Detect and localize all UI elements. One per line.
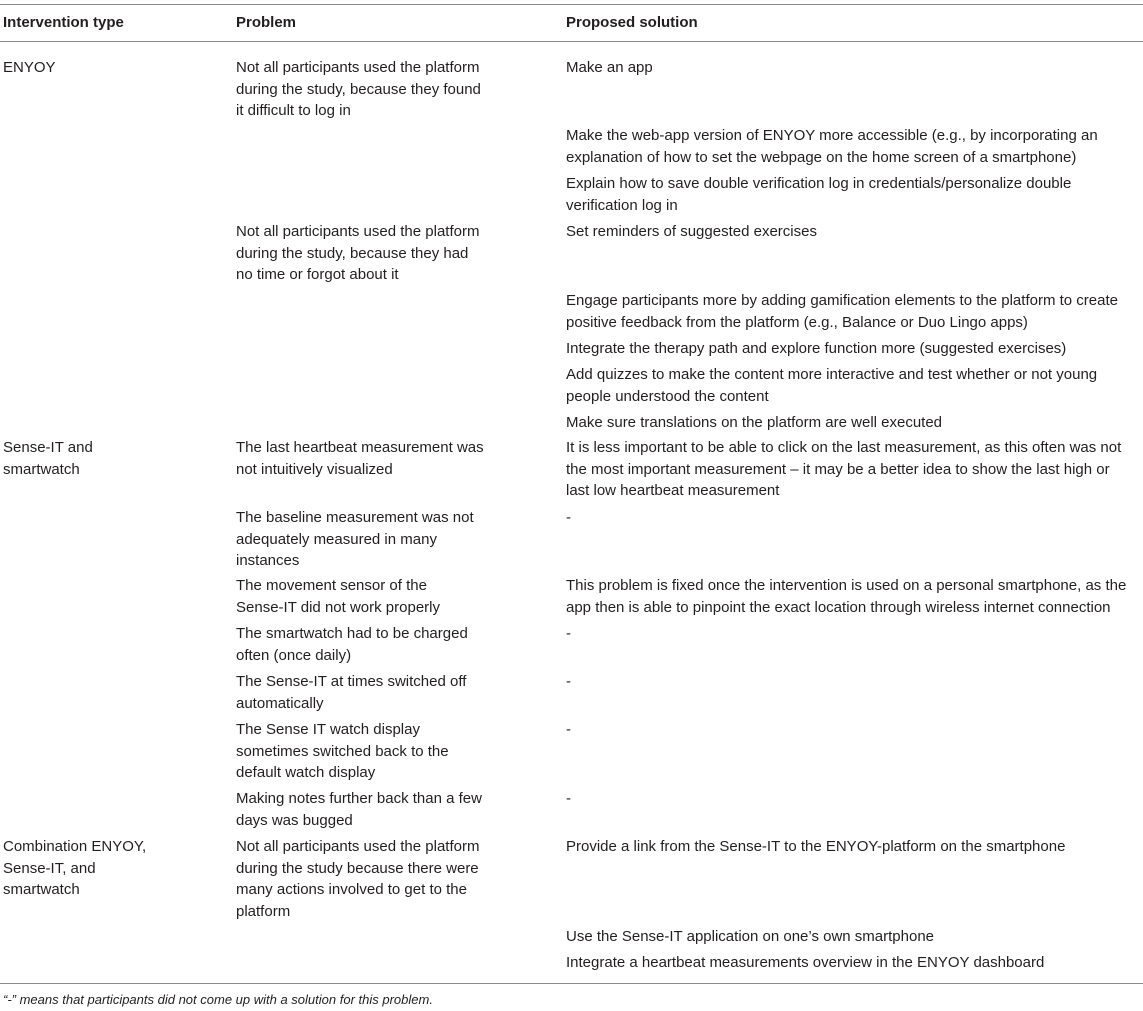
table-bottom-rule [0, 983, 1143, 984]
problem-cell: The baseline measurement was not adequately measured in many instances [236, 509, 474, 569]
problem-cell: The movement sensor of the Sense-IT did not work properly [236, 577, 440, 616]
solution-cell: Integrate a heartbeat measurements overview in the ENYOY dashboard [566, 954, 1045, 971]
solution-cell: Use the Sense-IT application on one’s own smartphone [566, 928, 935, 945]
solution-cell: Engage participants more by adding gamification elements to the platform to create positive feedback from the platform (e.g., Balance or Duo Lingo apps) [566, 292, 1118, 331]
problem-cell: Not all participants used the platform during the study, because they found it difficult to log in [236, 59, 481, 119]
problem-cell: The last heartbeat measurement was not intuitively visualized [236, 439, 484, 478]
solution-cell: Make sure translations on the platform are well executed [566, 414, 943, 431]
solution-cell: Make the web-app version of ENYOY more accessible (e.g., by incorporating an explanation of how to set the webpage on the home screen of a smartphone) [566, 127, 1098, 166]
solution-cell: Set reminders of suggested exercises [566, 223, 817, 240]
solution-cell: - [566, 673, 571, 690]
solution-cell: Explain how to save double verification log in credentials/personalize double verification log in [566, 175, 1072, 214]
intervention-type-cell: ENYOY [3, 59, 56, 76]
header-intervention-type: Intervention type [3, 14, 124, 31]
solution-cell: This problem is fixed once the intervention is used on a personal smartphone, as the app then is able to pinpoint the exact location through wireless internet connection [566, 577, 1127, 616]
problem-cell: Making notes further back than a few days was bugged [236, 790, 482, 829]
header-proposed-solution: Proposed solution [566, 14, 698, 31]
table-footnote: “-” means that participants did not come up with a solution for this problem. [3, 992, 433, 1007]
solution-cell: - [566, 625, 571, 642]
problem-cell: The Sense IT watch display sometimes switched back to the default watch display [236, 721, 449, 781]
table-header-rule [0, 41, 1143, 42]
solution-cell: - [566, 509, 571, 526]
solution-cell: Make an app [566, 59, 653, 76]
problem-cell: The Sense-IT at times switched off automatically [236, 673, 467, 712]
solution-cell: Provide a link from the Sense-IT to the ENYOY-platform on the smartphone [566, 838, 1066, 855]
solution-cell: Add quizzes to make the content more interactive and test whether or not young people understood the content [566, 366, 1098, 405]
intervention-type-cell: Combination ENYOY, Sense-IT, and smartwatch [3, 838, 147, 898]
problem-cell: Not all participants used the platform during the study, because they had no time or forgot about it [236, 223, 480, 283]
solution-cell: It is less important to be able to click on the last measurement, as this often was not the most important measurement – it may be a better idea to show the last high or last low heartbeat measurement [566, 439, 1122, 499]
problem-cell: The smartwatch had to be charged often (once daily) [236, 625, 468, 664]
solution-cell: - [566, 721, 571, 738]
header-problem: Problem [236, 14, 297, 31]
table-top-rule [0, 4, 1143, 5]
intervention-type-cell: Sense-IT and smartwatch [3, 439, 93, 478]
solution-cell: - [566, 790, 571, 807]
solution-cell: Integrate the therapy path and explore function more (suggested exercises) [566, 340, 1067, 357]
problem-cell: Not all participants used the platform during the study because there were many actions involved to get to the platform [236, 838, 480, 920]
